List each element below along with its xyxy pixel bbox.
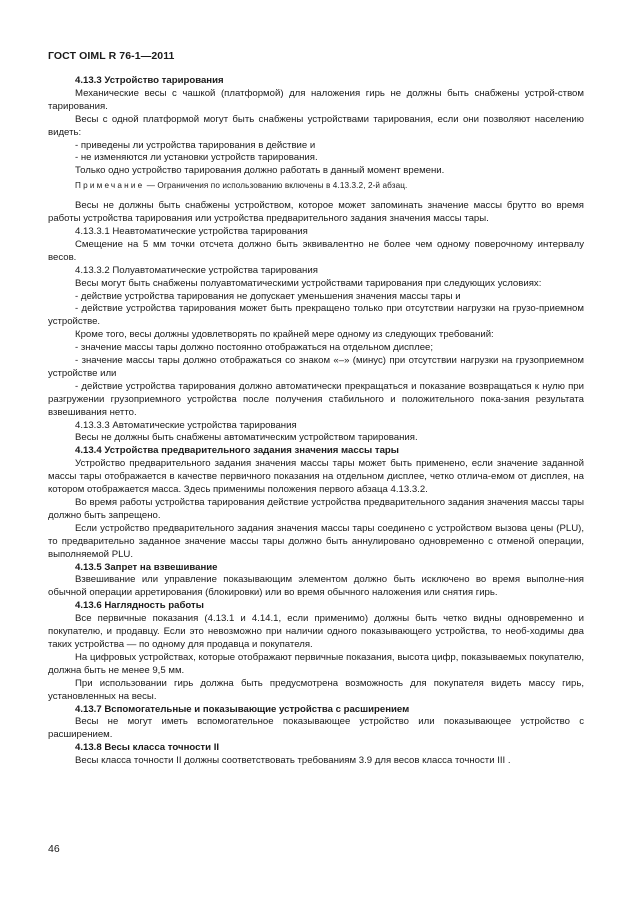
body-paragraph: - приведены ли устройства тарирования в действие и xyxy=(75,139,316,151)
document-body xyxy=(48,75,584,768)
section-heading: 4.13.5 Запрет на взвешивание xyxy=(75,561,218,573)
section-heading: 4.13.6 Наглядность работы xyxy=(75,600,204,612)
body-paragraph: При использовании гирь должна быть предусмотрена возможность для покупателя видеть массу гирь, установленных на весы. xyxy=(48,677,584,702)
body-paragraph: 4.13.3.3 Автоматические устройства тарирования xyxy=(75,419,297,431)
body-paragraph: Устройство предварительного задания значения массы тары может быть применено, если значение заданной массы тары отображается в качестве первичного показания на отдельном дисплее, четко отлича-емом от дисплея, на котором отображается масса. Здесь применимы положения первого абзаца 4.13.3.2. xyxy=(48,458,584,496)
note-paragraph xyxy=(48,180,584,193)
body-paragraph: Смещение на 5 мм точки отсчета должно быть эквивалентно не более чем одному поверочному интервалу весов. xyxy=(48,238,584,263)
body-paragraph: Весы класса точности II должны соответствовать требованиям 3.9 для весов класса точности III . xyxy=(75,755,511,767)
note-label: Примечание xyxy=(75,181,145,191)
body-paragraph: Взвешивание или управление показывающим элементом должно быть исключено во время выполне-ния обычной операции арретирования (блокировки) или во время обычного наложения или снятия гирь. xyxy=(48,574,584,599)
section-heading: 4.13.3 Устройство тарирования xyxy=(75,75,224,86)
body-paragraph: Весы с одной платформой могут быть снабжены устройствами тарирования, если они позволяют населению видеть: xyxy=(48,113,584,138)
body-paragraph: - действие устройства тарирования может быть прекращено только при отсутствии нагрузки на грузо-приемном устройстве. xyxy=(48,303,584,328)
body-paragraph: Весы не должны быть снабжены автоматическим устройством тарирования. xyxy=(75,432,418,444)
body-paragraph: - значение массы тары должно отображаться со знаком «–» (минус) при отсутствии нагрузки на грузоприемном устройстве или xyxy=(48,355,584,379)
body-paragraph: - значение массы тары должно постоянно отображаться на отдельном дисплее; xyxy=(75,342,434,354)
body-paragraph: Если устройство предварительного задания значения массы тары соединено с устройством вызова цены (PLU), то предварительно заданное значение массы тары должно быть аннулировано одновременно с отменой операции, выполняемой PLU. xyxy=(48,522,584,560)
body-paragraph: Весы не должны быть снабжены устройством, которое может запоминать значение массы брутто во время работы устройства тарирования или устройства предварительного задания значения массы тары. xyxy=(48,200,584,225)
section-heading: 4.13.4 Устройства предварительного задания значения массы тары xyxy=(75,445,399,457)
body-paragraph: Механические весы с чашкой (платформой) для наложения гирь не должны быть снабжены устрой-ством тарирования. xyxy=(48,87,584,112)
body-paragraph: Кроме того, весы должны удовлетворять по крайней мере одному из следующих требований: xyxy=(75,329,494,341)
body-paragraph: - действие устройства тарирования должно автоматически прекращаться и показание возвращаться к нулю при разгружении грузоприемного устройства после получения стабильного и положительного пока-зания результата взвешивания нетто. xyxy=(48,380,584,418)
body-paragraph: Весы не могут иметь вспомогательное показывающее устройство или показывающее устройство с расширением. xyxy=(48,716,584,741)
body-paragraph: 4.13.3.1 Неавтоматические устройства тарирования xyxy=(75,225,308,237)
page-number: 46 xyxy=(48,843,60,855)
body-paragraph: Во время работы устройства тарирования действие устройства предварительного задания значения массы тары должно быть запрещено. xyxy=(48,497,584,521)
body-paragraph: На цифровых устройствах, которые отображают первичные показания, высота цифр, показываемых покупателю, должна быть не менее 9,5 мм. xyxy=(48,651,584,676)
note-text: — Ограничения по использованию включены в 4.13.3.2, 2-й абзац. xyxy=(144,181,408,191)
section-heading: 4.13.8 Весы класса точности II xyxy=(75,742,220,754)
body-paragraph: Все первичные показания (4.13.1 и 4.14.1, если применимо) должны быть четко видны одновременно и покупателю, и продавцу. Если это невозможно при наличии одного показывающего устройства, то необ-ходимы два таких устройства — по одному для продавца и покупателя. xyxy=(48,613,584,650)
body-paragraph: Весы могут быть снабжены полуавтоматическими устройствами тарирования при следующих условиях: xyxy=(75,277,542,289)
body-paragraph: - не изменяются ли установки устройств тарирования. xyxy=(75,152,318,164)
body-paragraph: - действие устройства тарирования не допускает уменьшения значения массы тары и xyxy=(75,290,461,302)
document-header: ГОСТ OIML R 76-1—2011 xyxy=(48,50,175,62)
body-paragraph: 4.13.3.2 Полуавтоматические устройства тарирования xyxy=(75,264,318,276)
section-heading: 4.13.7 Вспомогательные и показывающие устройства с расширением xyxy=(75,703,410,715)
body-paragraph: Только одно устройство тарирования должно работать в данный момент времени. xyxy=(75,165,445,177)
